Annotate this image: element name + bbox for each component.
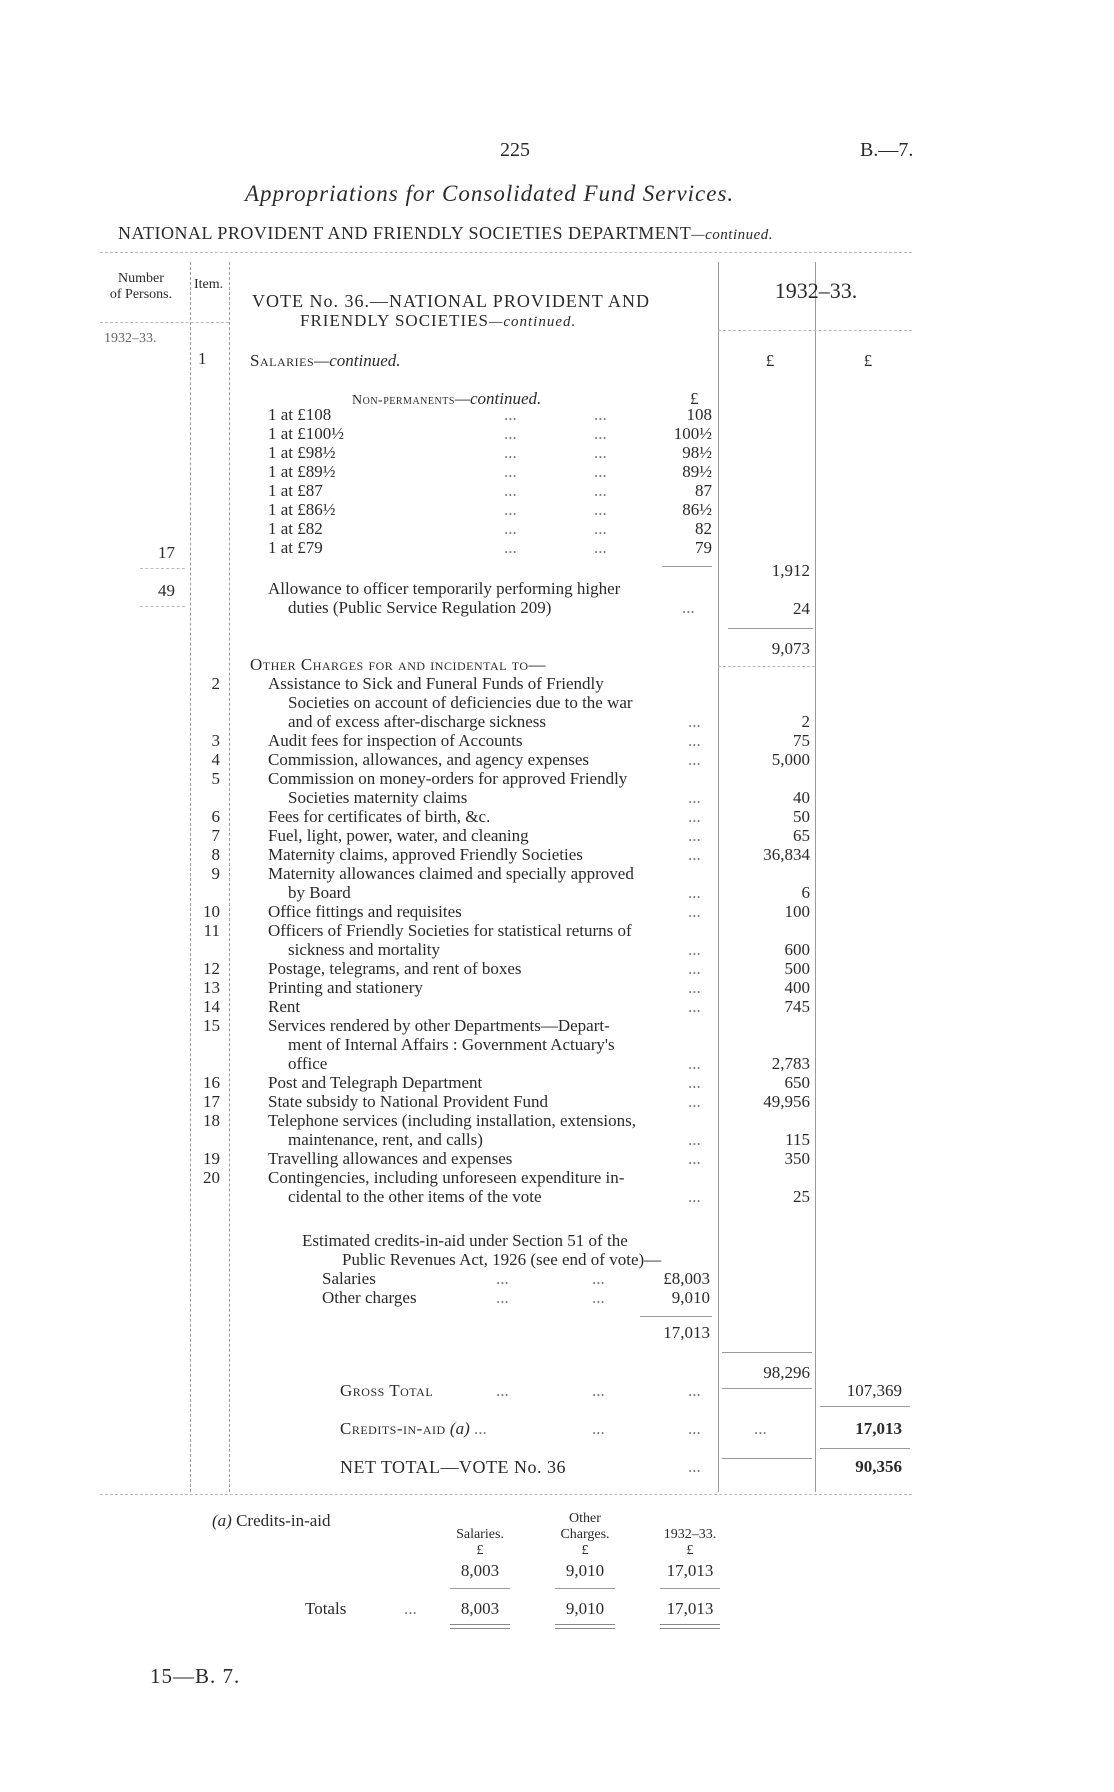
allowance-line-1: Allowance to officer temporarily performing higher (268, 579, 621, 598)
year-header-rule (718, 330, 912, 331)
list-item (190, 827, 815, 846)
item-amount: 100 (784, 902, 810, 921)
footnote-col-year: 1932–33. (663, 1527, 717, 1542)
item-description: maintenance, rent, and calls) (288, 1130, 483, 1149)
nonpermanents-heading: Non-permanents—continued. (352, 389, 542, 408)
leader-dots: ... (688, 1073, 701, 1092)
item-number: 8 (211, 845, 220, 864)
leader-dots: ... (688, 959, 701, 978)
list-item (190, 846, 815, 865)
item-description: Office fittings and requisites (268, 902, 462, 921)
salaries-total: 9,073 (771, 639, 810, 658)
item-number: 5 (211, 769, 220, 788)
item-description: Services rendered by other Departments—Depart- (268, 1016, 610, 1035)
nonperm-pound: £ (690, 389, 699, 408)
credits-other-dots-1: ... (496, 1288, 509, 1307)
list-item (190, 903, 815, 922)
item-number: 18 (203, 1111, 220, 1130)
leader-dots: ... (688, 845, 701, 864)
footnote-total-other: 9,010 (565, 1599, 605, 1618)
persons-header-rule (100, 322, 229, 323)
list-item (190, 675, 815, 732)
item-number: 19 (203, 1149, 220, 1168)
department-title: NATIONAL PROVIDENT AND FRIENDLY SOCIETIES DEPARTMENT—continued. (118, 223, 774, 243)
nonperm-total: 1,912 (771, 561, 810, 580)
list-item (190, 865, 815, 903)
other-charges-list (190, 675, 815, 1207)
salaries-heading: Salaries—continued. (250, 351, 401, 370)
item-description: Fuel, light, power, water, and cleaning (268, 826, 529, 845)
list-item (190, 979, 815, 998)
item-number: 16 (203, 1073, 220, 1092)
list-item (190, 998, 815, 1017)
list-item (190, 770, 815, 808)
page-number: 225 (500, 139, 530, 161)
leader-dots: ... (688, 807, 701, 826)
allowance-dots: ... (682, 598, 695, 617)
footnote-value-salaries: 8,003 (460, 1561, 500, 1580)
item-number: 13 (203, 978, 220, 997)
list-item (190, 1074, 815, 1093)
vote-title: VOTE No. 36.—NATIONAL PROVIDENT AND (252, 291, 650, 311)
item-description: State subsidy to National Provident Fund (268, 1092, 549, 1111)
item-description: and of excess after-discharge sickness (288, 712, 547, 731)
net-total-label: NET TOTAL—VOTE No. 36 (340, 1457, 567, 1477)
other-charges-sum-rule (722, 1352, 812, 1353)
list-item: 1 at £86½ ... ... 86½ (268, 500, 712, 519)
item-description: Societies maternity claims (288, 788, 468, 807)
item-description: Rent (268, 997, 301, 1016)
item-number: 12 (203, 959, 220, 978)
item-description: Post and Telegraph Department (268, 1073, 483, 1092)
signature-mark: 15—B. 7. (150, 1664, 241, 1688)
item-amount: 115 (785, 1130, 810, 1149)
item-description: Societies on account of deficiencies due to the war (288, 693, 633, 712)
item-description: Maternity allowances claimed and specially approved (268, 864, 634, 883)
credits-dots-2: ... (592, 1419, 605, 1438)
table-bottom-rule (100, 1494, 912, 1495)
credits-amount-rule (820, 1448, 910, 1449)
list-item: 1 at £82 ... ... 82 (268, 519, 712, 538)
item-amount: 65 (793, 826, 810, 845)
footnote-totals-label: Totals (305, 1599, 347, 1618)
leader-dots: ... (688, 902, 701, 921)
item-amount: 400 (784, 978, 810, 997)
item-number: 20 (203, 1168, 220, 1187)
item-number: 3 (211, 731, 220, 750)
leader-dots: ... (688, 940, 701, 959)
other-charges-total: 98,296 (763, 1363, 810, 1382)
credits-total: 17,013 (663, 1323, 710, 1342)
salaries-sum-rule (728, 628, 813, 629)
credits-sum-rule (640, 1316, 712, 1317)
leader-dots: ... (688, 826, 701, 845)
persons-subtotal: 17 (158, 543, 175, 562)
item-number: 2 (211, 674, 220, 693)
list-item: 1 at £87 ... ... 87 (268, 481, 712, 500)
list-item (190, 808, 815, 827)
nonpermanent-list (268, 406, 712, 558)
footnote-rule-3 (660, 1588, 720, 1589)
footnote-rule-1 (450, 1588, 510, 1589)
footnote-value-other: 9,010 (565, 1561, 605, 1580)
credits-other-label: Other charges (322, 1288, 417, 1307)
leader-dots: ... (688, 1092, 701, 1111)
item-number: 17 (203, 1092, 220, 1111)
item-number: 10 (203, 902, 220, 921)
footnote-pound-2: £ (581, 1543, 589, 1558)
leader-dots: ... (688, 1054, 701, 1073)
allowance-amount: 24 (793, 599, 810, 618)
item-description: by Board (288, 883, 351, 902)
footnote-label: (a) Credits-in-aid (212, 1511, 331, 1530)
item-description: Contingencies, including unforeseen expenditure in- (268, 1168, 625, 1187)
item-description: sickness and mortality (288, 940, 441, 959)
leader-dots: ... (688, 788, 701, 807)
item-number: 4 (211, 750, 220, 769)
item-amount: 350 (784, 1149, 810, 1168)
amount-column-rule (815, 262, 816, 1492)
item-amount: 36,834 (763, 845, 810, 864)
item-amount: 49,956 (763, 1092, 810, 1111)
list-item (190, 922, 815, 960)
list-item (190, 751, 815, 770)
list-item (190, 1112, 815, 1150)
gross-total-rule (820, 1406, 910, 1407)
item-number: 6 (211, 807, 220, 826)
list-item: 1 at £98½ ... ... 98½ (268, 443, 712, 462)
net-left-rule (722, 1458, 812, 1459)
vote-title-line2: FRIENDLY SOCIETIES—continued. (300, 311, 577, 330)
item-description: Postage, telegrams, and rent of boxes (268, 959, 522, 978)
list-item (190, 1093, 815, 1112)
item-amount: 25 (793, 1187, 810, 1206)
footnote-col-salaries: Salaries. (456, 1527, 504, 1542)
item-header: Item. (194, 277, 224, 292)
gross-dots-2: ... (592, 1381, 605, 1400)
footnote-double-rule-2 (555, 1624, 615, 1629)
credits-salaries-dots-1: ... (496, 1269, 509, 1288)
footnote-total-year: 17,013 (666, 1599, 714, 1618)
item-number: 15 (203, 1016, 220, 1035)
item-amount: 5,000 (771, 750, 810, 769)
credits-dots-4: ... (754, 1419, 767, 1438)
gross-total-label: Gross Total (340, 1381, 434, 1400)
list-item (190, 960, 815, 979)
item-amount: 650 (784, 1073, 810, 1092)
item-amount: 50 (793, 807, 810, 826)
year-header: 1932–33. (774, 278, 858, 303)
credits-salaries-label: Salaries (322, 1269, 376, 1288)
list-item: 1 at £89½ ... ... 89½ (268, 462, 712, 481)
list-item: 1 at £100½ ... ... 100½ (268, 424, 712, 443)
pound-header-1: £ (765, 351, 775, 370)
footnote-value-year: 17,013 (666, 1561, 714, 1580)
credits-other-amount: 9,010 (671, 1288, 710, 1307)
credits-other-dots-2: ... (592, 1288, 605, 1307)
other-charges-total-rule (722, 1388, 812, 1389)
gross-total-amount: 107,369 (846, 1381, 902, 1400)
item-amount: 75 (793, 731, 810, 750)
item-amount: 745 (784, 997, 810, 1016)
persons-subtotal-rule (140, 568, 185, 569)
item-description: Travelling allowances and expenses (268, 1149, 513, 1168)
nonperm-sum-rule (662, 566, 712, 567)
page-subtitle: Appropriations for Consolidated Fund Services. (245, 181, 735, 206)
allowance-line-2: duties (Public Service Regulation 209) (288, 598, 552, 617)
list-item: 1 at £108 ... ... 108 (268, 405, 712, 424)
list-item (190, 1169, 815, 1207)
gross-dots-1: ... (496, 1381, 509, 1400)
persons-year: 1932–33. (104, 331, 157, 346)
item-description: office (288, 1054, 328, 1073)
item-number: 9 (211, 864, 220, 883)
credits-estimate-line-1: Estimated credits-in-aid under Section 51 of the (302, 1231, 628, 1250)
item-description: cidental to the other items of the vote (288, 1187, 542, 1206)
leader-dots: ... (688, 750, 701, 769)
net-dots: ... (688, 1457, 701, 1476)
item-description: Officers of Friendly Societies for statistical returns of (268, 921, 632, 940)
gross-dots-3: ... (688, 1381, 701, 1400)
credits-in-aid-amount: 17,013 (855, 1419, 902, 1438)
item-description: Assistance to Sick and Funeral Funds of Friendly (268, 674, 604, 693)
item-description: Printing and stationery (268, 978, 423, 997)
leader-dots: ... (688, 997, 701, 1016)
item-description: Maternity claims, approved Friendly Societies (268, 845, 583, 864)
credits-estimate-line-2: Public Revenues Act, 1926 (see end of vote)— (342, 1250, 662, 1269)
net-total-amount: 90,356 (855, 1457, 902, 1476)
footnote-double-rule-3 (660, 1624, 720, 1629)
item-description: Telephone services (including installation, extensions, (268, 1111, 636, 1130)
item-amount: 6 (801, 883, 810, 902)
footnote-total-salaries: 8,003 (460, 1599, 500, 1618)
item-number: 14 (203, 997, 220, 1016)
item-description: Fees for certificates of birth, &c. (268, 807, 491, 826)
leader-dots: ... (688, 712, 701, 731)
list-item (190, 1150, 815, 1169)
item-description: Commission on money-orders for approved Friendly (268, 769, 628, 788)
salaries-item-number: 1 (198, 349, 207, 368)
footnote-double-rule-1 (450, 1624, 510, 1629)
item-amount: 2,783 (771, 1054, 810, 1073)
leader-dots: ... (688, 978, 701, 997)
list-item (190, 732, 815, 751)
header-rule (100, 252, 912, 253)
item-amount: 600 (784, 940, 810, 959)
pound-header-2: £ (863, 351, 873, 370)
persons-header: Number of Persons. (109, 271, 173, 302)
item-amount: 40 (793, 788, 810, 807)
footnote-totals-dots: ... (404, 1599, 417, 1618)
list-item (190, 1017, 815, 1074)
leader-dots: ... (688, 1187, 701, 1206)
credits-salaries-amount: £8,003 (663, 1269, 710, 1288)
item-amount: 500 (784, 959, 810, 978)
page-reference: B.—7. (860, 139, 914, 161)
other-charges-heading: Other Charges for and incidental to— (250, 655, 547, 674)
footnote-rule-2 (555, 1588, 615, 1589)
list-item: 1 at £79 ... ... 79 (268, 538, 712, 557)
footnote-col-other: Other Charges. (560, 1511, 610, 1542)
leader-dots: ... (688, 883, 701, 902)
persons-total-rule (140, 606, 185, 607)
persons-total: 49 (158, 581, 175, 600)
credits-dots-3: ... (688, 1419, 701, 1438)
item-number: 11 (203, 921, 220, 940)
item-description: Audit fees for inspection of Accounts (268, 731, 523, 750)
item-description: Commission, allowances, and agency expenses (268, 750, 590, 769)
footnote-pound-3: £ (686, 1543, 694, 1558)
leader-dots: ... (688, 1149, 701, 1168)
salaries-total-rule (718, 666, 815, 667)
footnote-pound-1: £ (476, 1543, 484, 1558)
credits-in-aid-label: Credits-in-aid (a) ... (340, 1419, 487, 1438)
item-description: ment of Internal Affairs : Government Actuary's (288, 1035, 615, 1054)
item-amount: 2 (801, 712, 810, 731)
credits-salaries-dots-2: ... (592, 1269, 605, 1288)
item-number: 7 (211, 826, 220, 845)
leader-dots: ... (688, 731, 701, 750)
leader-dots: ... (688, 1130, 701, 1149)
